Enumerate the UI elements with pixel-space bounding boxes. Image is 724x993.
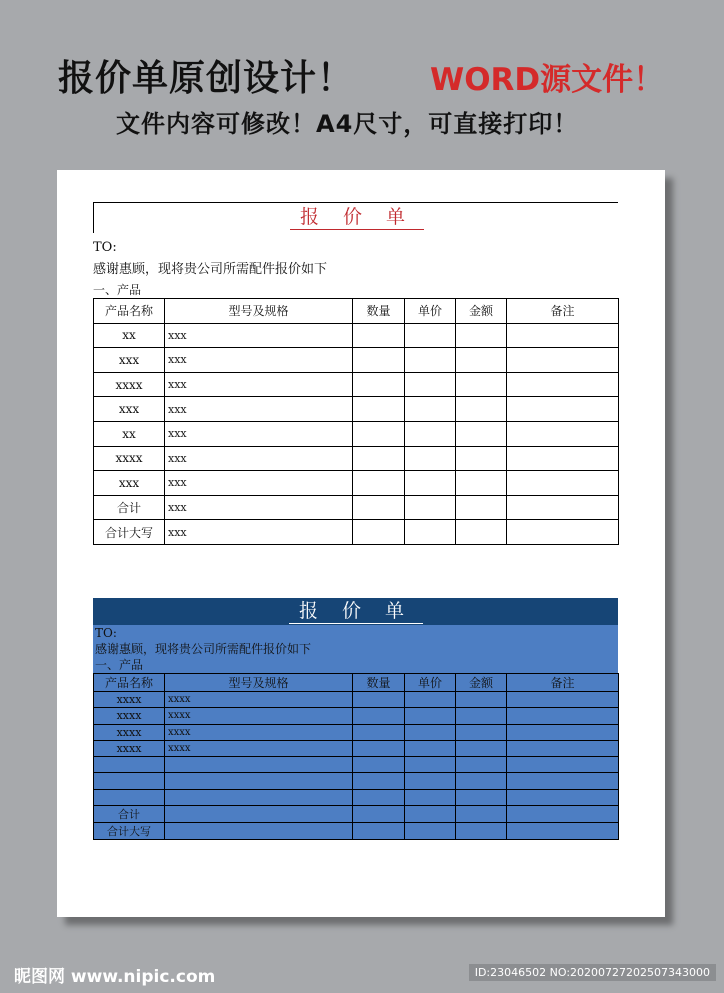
total-row [94, 495, 619, 520]
qty-cell[interactable] [353, 471, 405, 496]
quote-form-plain [93, 202, 618, 545]
amount-cell[interactable] [456, 348, 507, 373]
total-uppercase-label-cell: 合计大写 [94, 823, 165, 840]
document-page [57, 170, 665, 917]
table-header-row [94, 299, 619, 324]
amount-cell[interactable] [456, 773, 507, 789]
product-name-cell[interactable]: xxx [94, 348, 165, 373]
product-name-cell[interactable]: xx [94, 323, 165, 348]
table-row [94, 446, 619, 471]
total-uppercase-value-cell[interactable] [165, 823, 353, 840]
spec-cell[interactable]: xxx [165, 397, 353, 422]
note-cell[interactable] [507, 806, 619, 823]
amount-cell[interactable] [456, 372, 507, 397]
note-cell[interactable] [507, 724, 619, 740]
price-cell[interactable] [405, 397, 456, 422]
product-name-cell[interactable]: xxx [94, 397, 165, 422]
price-cell[interactable] [405, 372, 456, 397]
price-cell[interactable] [405, 757, 456, 773]
price-cell[interactable] [405, 823, 456, 840]
qty-cell[interactable] [353, 757, 405, 773]
promo-tag: WORD源文件！ [430, 62, 665, 98]
spec-cell[interactable]: xxx [165, 446, 353, 471]
site-logo[interactable]: 昵图网 www.nipic.com [14, 967, 216, 987]
note-cell[interactable] [507, 773, 619, 789]
note-cell[interactable] [507, 740, 619, 756]
note-cell[interactable] [507, 757, 619, 773]
total-value-cell[interactable] [165, 806, 353, 823]
header-cell: 数量 [353, 674, 405, 692]
note-cell[interactable] [507, 446, 619, 471]
amount-cell[interactable] [456, 708, 507, 724]
title-bar [93, 598, 618, 625]
price-cell[interactable] [405, 806, 456, 823]
header-cell: 备注 [507, 299, 619, 324]
product-name-cell[interactable]: xxxx [94, 708, 165, 724]
qty-cell[interactable] [353, 520, 405, 545]
table-header-row [94, 674, 619, 692]
note-cell[interactable] [507, 520, 619, 545]
total-uppercase-row [94, 823, 619, 840]
section-label: 一、产品 [93, 283, 142, 297]
price-cell[interactable] [405, 446, 456, 471]
note-cell[interactable] [507, 348, 619, 373]
total-uppercase-label-cell: 合计大写 [94, 520, 165, 545]
total-row [94, 806, 619, 823]
qty-cell[interactable] [353, 372, 405, 397]
promo-headline: 报价单原创设计！ [58, 58, 355, 99]
amount-cell[interactable] [456, 757, 507, 773]
total-label-cell: 合计 [94, 806, 165, 823]
price-cell[interactable] [405, 692, 456, 708]
spec-cell[interactable] [165, 789, 353, 805]
total-uppercase-row [94, 520, 619, 545]
amount-cell[interactable] [456, 740, 507, 756]
note-cell[interactable] [507, 789, 619, 805]
table-row [94, 773, 619, 789]
info-block [93, 625, 618, 673]
amount-cell[interactable] [456, 724, 507, 740]
total-value-cell[interactable]: xxx [165, 495, 353, 520]
to-line: TO: [93, 240, 117, 255]
spec-cell[interactable] [165, 773, 353, 789]
note-cell[interactable] [507, 421, 619, 446]
note-cell[interactable] [507, 323, 619, 348]
product-name-cell[interactable] [94, 773, 165, 789]
qty-cell[interactable] [353, 692, 405, 708]
price-cell[interactable] [405, 471, 456, 496]
amount-cell[interactable] [456, 692, 507, 708]
spec-cell[interactable]: xxx [165, 348, 353, 373]
table-row [94, 397, 619, 422]
qty-cell[interactable] [353, 789, 405, 805]
product-name-cell[interactable]: xxxx [94, 740, 165, 756]
header-cell: 型号及规格 [165, 674, 353, 692]
table-row [94, 372, 619, 397]
price-cell[interactable] [405, 708, 456, 724]
qty-cell[interactable] [353, 724, 405, 740]
thanks-line: 感谢惠顾，现将贵公司所需配件报价如下 [95, 642, 312, 656]
spec-cell[interactable]: xxx [165, 323, 353, 348]
spec-cell[interactable]: xxxx [165, 740, 353, 756]
note-cell[interactable] [507, 397, 619, 422]
note-cell[interactable] [507, 708, 619, 724]
table-row [94, 740, 619, 756]
header-cell: 金额 [456, 299, 507, 324]
product-name-cell[interactable] [94, 757, 165, 773]
table-row [94, 471, 619, 496]
amount-cell[interactable] [456, 397, 507, 422]
quote-form-blue [93, 598, 618, 840]
table-row [94, 757, 619, 773]
spec-cell[interactable] [165, 757, 353, 773]
spec-cell[interactable]: xxxx [165, 708, 353, 724]
price-cell[interactable] [405, 495, 456, 520]
spec-cell[interactable]: xxxx [165, 692, 353, 708]
header-cell: 单价 [405, 299, 456, 324]
price-cell[interactable] [405, 520, 456, 545]
note-cell[interactable] [507, 823, 619, 840]
table-row [94, 708, 619, 724]
header-cell: 产品名称 [94, 299, 165, 324]
note-cell[interactable] [507, 471, 619, 496]
qty-cell[interactable] [353, 708, 405, 724]
table-row [94, 348, 619, 373]
note-cell[interactable] [507, 692, 619, 708]
price-cell[interactable] [405, 348, 456, 373]
promo-banner [58, 50, 698, 102]
title-frame [93, 202, 618, 233]
header-cell: 备注 [507, 674, 619, 692]
thanks-line: 感谢惠顾，现将贵公司所需配件报价如下 [93, 262, 328, 277]
form-title: 报 价 单 [289, 599, 423, 624]
header-cell: 单价 [405, 674, 456, 692]
product-name-cell[interactable]: xxxx [94, 692, 165, 708]
quote-table [93, 298, 619, 545]
qty-cell[interactable] [353, 495, 405, 520]
image-id-label: ID:23046502 NO:20200727202507343000 [469, 964, 716, 981]
qty-cell[interactable] [353, 348, 405, 373]
amount-cell[interactable] [456, 323, 507, 348]
spec-cell[interactable]: xxx [165, 372, 353, 397]
amount-cell[interactable] [456, 471, 507, 496]
section-label: 一、产品 [95, 658, 144, 672]
product-name-cell[interactable] [94, 789, 165, 805]
spec-cell[interactable]: xxx [165, 421, 353, 446]
table-row [94, 692, 619, 708]
table-row [94, 421, 619, 446]
qty-cell[interactable] [353, 397, 405, 422]
amount-cell[interactable] [456, 446, 507, 471]
qty-cell[interactable] [353, 823, 405, 840]
amount-cell[interactable] [456, 823, 507, 840]
qty-cell[interactable] [353, 446, 405, 471]
spec-cell[interactable]: xxxx [165, 724, 353, 740]
amount-cell[interactable] [456, 806, 507, 823]
total-label-cell: 合计 [94, 495, 165, 520]
amount-cell[interactable] [456, 495, 507, 520]
form-title: 报 价 单 [290, 205, 424, 230]
header-cell: 产品名称 [94, 674, 165, 692]
price-cell[interactable] [405, 323, 456, 348]
spec-cell[interactable]: xxx [165, 471, 353, 496]
table-row [94, 724, 619, 740]
header-cell: 金额 [456, 674, 507, 692]
quote-table [93, 673, 619, 840]
amount-cell[interactable] [456, 421, 507, 446]
amount-cell[interactable] [456, 520, 507, 545]
table-row [94, 789, 619, 805]
header-cell: 型号及规格 [165, 299, 353, 324]
price-cell[interactable] [405, 789, 456, 805]
product-name-cell[interactable]: xxxx [94, 372, 165, 397]
note-cell[interactable] [507, 372, 619, 397]
table-row [94, 323, 619, 348]
price-cell[interactable] [405, 724, 456, 740]
price-cell[interactable] [405, 421, 456, 446]
promo-subline: 文件内容可修改！A4尺寸，可直接打印！ [116, 110, 579, 138]
product-name-cell[interactable]: xxx [94, 471, 165, 496]
total-uppercase-value-cell[interactable]: xxx [165, 520, 353, 545]
qty-cell[interactable] [353, 806, 405, 823]
qty-cell[interactable] [353, 740, 405, 756]
qty-cell[interactable] [353, 773, 405, 789]
product-name-cell[interactable]: xx [94, 421, 165, 446]
product-name-cell[interactable]: xxxx [94, 446, 165, 471]
header-cell: 数量 [353, 299, 405, 324]
to-line: TO: [95, 626, 117, 640]
price-cell[interactable] [405, 773, 456, 789]
note-cell[interactable] [507, 495, 619, 520]
qty-cell[interactable] [353, 323, 405, 348]
qty-cell[interactable] [353, 421, 405, 446]
price-cell[interactable] [405, 740, 456, 756]
product-name-cell[interactable]: xxxx [94, 724, 165, 740]
amount-cell[interactable] [456, 789, 507, 805]
